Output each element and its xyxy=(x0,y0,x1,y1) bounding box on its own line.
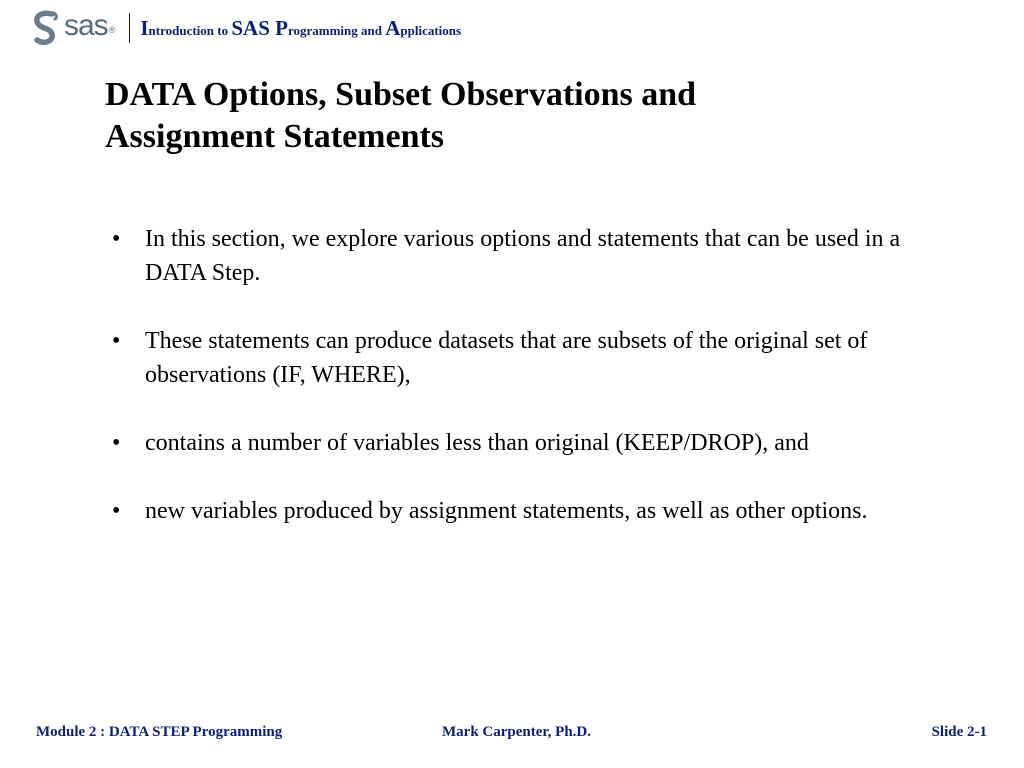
header-divider xyxy=(129,13,130,43)
slide-title xyxy=(105,74,905,158)
bullet-list xyxy=(110,222,910,562)
footer-module: Module 2 : DATA STEP Programming xyxy=(36,724,283,740)
bullet-icon: • xyxy=(112,226,121,252)
course-title-part: pplications xyxy=(400,22,462,38)
footer-author: Mark Carpenter, Ph.D. xyxy=(442,724,592,740)
footer-slide-number: Slide 2-1 xyxy=(931,724,987,740)
slide-title-line: Assignment Statements xyxy=(105,118,445,155)
bullet-text: contains a number of variables less than original (KEEP/DROP), and xyxy=(145,430,809,456)
sas-swirl-icon xyxy=(30,9,62,47)
course-title xyxy=(140,15,462,40)
course-title-part: rogramming and xyxy=(287,22,386,38)
slide-footer xyxy=(0,724,1024,744)
bullet-item xyxy=(110,222,910,290)
bullet-icon: • xyxy=(112,328,121,354)
logo-text: sas xyxy=(64,9,108,42)
bullet-text: These statements can produce datasets that are subsets of the original set of observations (IF, WHERE), xyxy=(145,328,868,388)
bullet-icon: • xyxy=(112,498,121,524)
course-title-part: SAS P xyxy=(231,15,288,40)
slide-title-line: DATA Options, Subset Observations and xyxy=(105,76,697,113)
bullet-item xyxy=(110,324,910,392)
course-title-part: A xyxy=(385,15,401,40)
course-title-part: I xyxy=(140,15,149,40)
course-title-part: ntroduction to xyxy=(148,22,232,38)
bullet-item xyxy=(110,494,910,528)
sas-logo xyxy=(30,8,115,48)
slide-header xyxy=(30,8,461,48)
bullet-icon: • xyxy=(112,430,121,456)
bullet-text: new variables produced by assignment statements, as well as other options. xyxy=(145,498,868,524)
logo-registered-mark: ® xyxy=(108,25,116,35)
bullet-item xyxy=(110,426,910,460)
bullet-text: In this section, we explore various options and statements that can be used in a DATA Step. xyxy=(145,226,901,286)
